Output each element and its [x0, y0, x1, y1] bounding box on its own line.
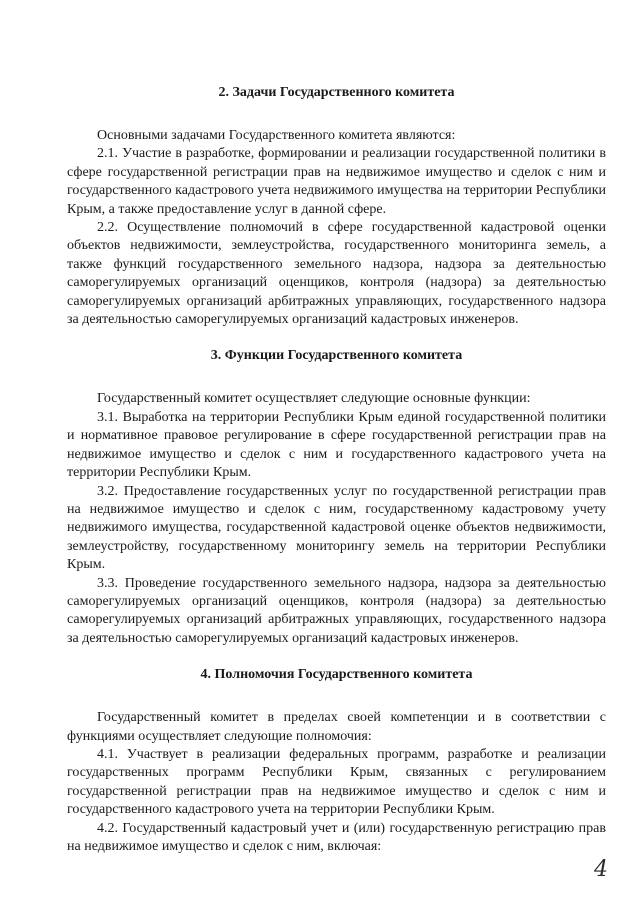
- section-functions: [67, 347, 606, 648]
- section-title: 3. Функции Государственного комитета: [210, 348, 463, 364]
- page-number: 4: [594, 857, 608, 882]
- section-gap: [67, 329, 606, 347]
- paragraph: Государственный комитет осуществляет следующие основные функции:: [97, 391, 531, 407]
- section-title: 4. Полномочия Государственного комитета: [200, 667, 473, 683]
- paragraph: 3.1. Выработка на территории Республики Крым единой государственной политики и нормативное правовое регулирование в сфере государственной регистрации прав на недвижимое имущество и сделок с ним и государственного кадастрового учета на территории Республики Крым.: [67, 409, 606, 481]
- paragraph: 3.2. Предоставление государственных услуг по государственной регистрации прав на недвижимое имущество и сделок с ним, государственному кадастровому учету недвижимого имущества, государственной кадастровой оценке объектов недвижимости, землеустройству, государственному мониторингу земель на территории Республики Крым.: [67, 483, 606, 573]
- paragraph: 2.1. Участие в разработке, формировании и реализации государственной политики в сфере государственной регистрации прав на недвижимое имущество и сделок с ним и государственного кадастрового учета недвижимого имущества на территории Республики Крым, а также предоставление услуг в данной сфере.: [67, 146, 606, 217]
- paragraph: 4.2. Государственный кадастровый учет и (или) государственную регистрацию прав на недвижимое имущество и сделок с ним, включая:: [67, 820, 606, 854]
- paragraph: Государственный комитет в пределах своей компетенции и в соответствии с функциями осуществляет следующие полномочия:: [67, 710, 606, 744]
- section-tasks: [67, 84, 606, 329]
- paragraph: Основными задачами Государственного комитета являются:: [97, 128, 456, 143]
- paragraph: 3.3. Проведение государственного земельного надзора, надзора за деятельностью саморегулируемых организаций оценщиков, контроля (надзора) за деятельностью саморегулируемых организаций арбитражных управляющих, государственного надзора за деятельностью саморегулируемых организаций кадастровых инженеров.: [67, 575, 606, 646]
- section-title: 2. Задачи Государственного комитета: [218, 85, 455, 100]
- section-powers: [67, 666, 606, 856]
- paragraph: 2.2. Осуществление полномочий в сфере государственной кадастровой оценки объектов недвижимости, землеустройства, государственного мониторинга земель, а также функций государственного земельного надзора, надзора за деятельностью саморегулируемых организаций оценщиков, контроля (надзора) за деятельностью саморегулируемых организаций арбитражных управляющих, государственного надзора за деятельностью саморегулируемых организаций кадастровых инженеров.: [67, 220, 606, 328]
- document-body: [67, 84, 606, 856]
- paragraph: 4.1. Участвует в реализации федеральных программ, разработке и реализации государственных программ Республики Крым, связанных с регулированием государственной регистрации прав на недвижимое имущество и сделок с ним и государственного кадастрового учета на территории Республики Крым.: [67, 746, 606, 818]
- section-gap: [67, 648, 606, 666]
